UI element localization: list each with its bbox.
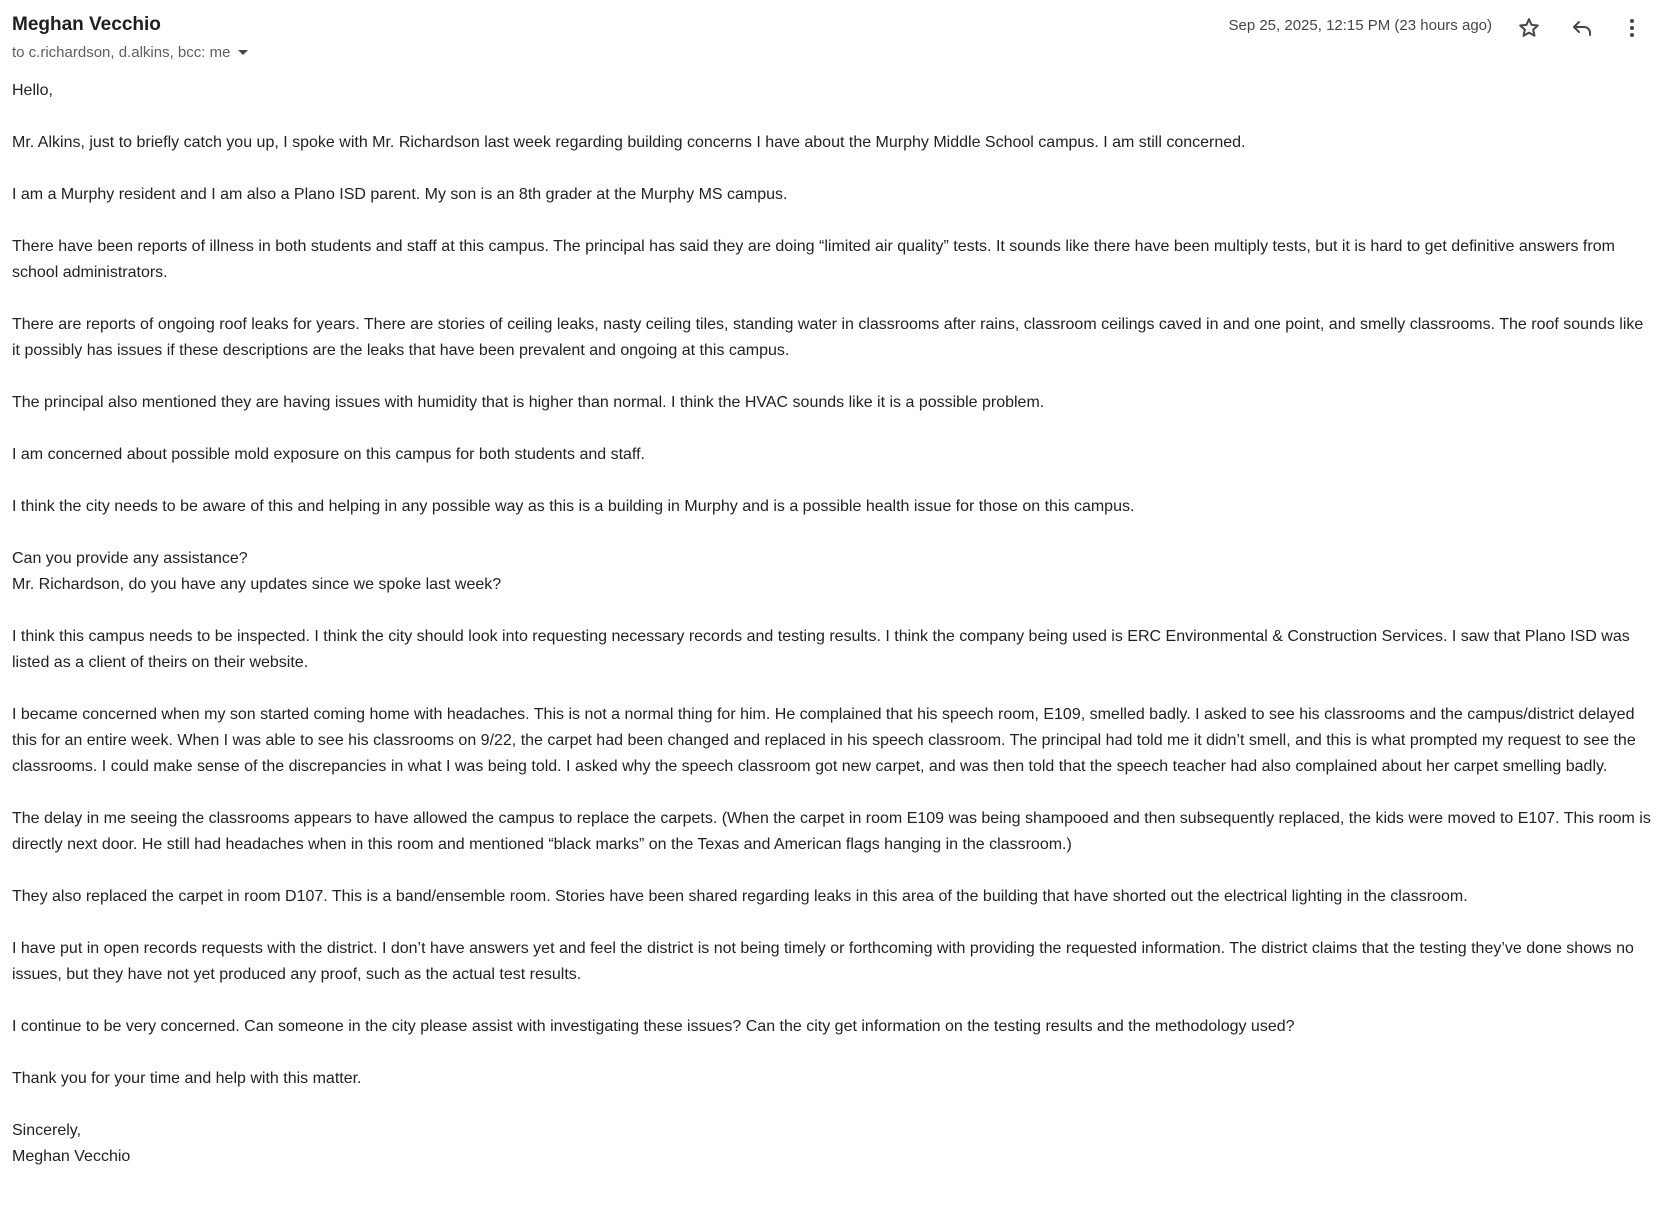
body-paragraph: I am a Murphy resident and I am also a Plano ISD parent. My son is an 8th grader at the Murphy MS campus.: [12, 186, 788, 203]
email-body: [12, 78, 1652, 1170]
body-paragraph: Mr. Alkins, just to briefly catch you up, I spoke with Mr. Richardson last week regarding building concerns I have about the Murphy Middle School campus. I am still concerned.: [12, 134, 1246, 151]
greeting: Hello,: [12, 82, 53, 99]
body-paragraph: I continue to be very concerned. Can someone in the city please assist with investigating these issues? Can the city get information on the testing results and the methodology used?: [12, 1018, 1295, 1035]
body-paragraph: There have been reports of illness in both students and staff at this campus. The principal has said they are doing “limited air quality” tests. It sounds like there have been multiply tests, but it is hard to get definitive answers from school administrators.: [12, 238, 1615, 281]
more-options-button[interactable]: [1616, 12, 1648, 44]
body-paragraph: Can you provide any assistance?: [12, 550, 248, 567]
body-paragraph: The delay in me seeing the classrooms appears to have allowed the campus to replace the carpets. (When the carpet in room E109 was being shampooed and then subsequently replaced, the kids were moved to E107. This room is directly next door. He still had headaches when in this room and mentioned “black marks” on the Texas and American flags hanging in the classroom.): [12, 810, 1651, 853]
body-paragraph: I became concerned when my son started coming home with headaches. This is not a normal thing for him. He complained that his speech room, E109, smelled badly. I asked to see his classrooms and the campus/district delayed this for an entire week. When I was able to see his classrooms on 9/22, the carpet had been changed and replaced in his speech classroom. The principal had told me it didn’t smell, and this is what prompted my request to see the classrooms. I could make sense of the discrepancies in what I was being told. I asked why the speech classroom got new carpet, and was then told that the speech teacher had also complained about her carpet smelling badly.: [12, 706, 1636, 775]
sender-name[interactable]: Meghan Vecchio: [12, 14, 161, 35]
body-paragraph: They also replaced the carpet in room D107. This is a band/ensemble room. Stories have been shared regarding leaks in this area of the building that have shorted out the electrical lighting in the classroom.: [12, 888, 1468, 905]
recipients-text: to c.richardson, d.alkins, bcc: me: [12, 44, 231, 61]
body-paragraph: There are reports of ongoing roof leaks for years. There are stories of ceiling leaks, nasty ceiling tiles, standing water in classrooms after rains, classroom ceilings caved in and one point, and smelly classrooms. The roof sounds like it possibly has issues if these descriptions are the leaks that have been prevalent and ongoing at this campus.: [12, 316, 1644, 359]
body-paragraph: I think the city needs to be aware of this and helping in any possible way as this is a building in Murphy and is a possible health issue for those on this campus.: [12, 498, 1135, 515]
email-header: [0, 0, 1658, 72]
recipients-line[interactable]: [12, 44, 248, 61]
body-paragraph: I am concerned about possible mold exposure on this campus for both students and staff.: [12, 446, 645, 463]
body-paragraph: I have put in open records requests with the district. I don’t have answers yet and feel the district is not being timely or forthcoming with providing the requested information. The district claims that the testing they’ve done shows no issues, but they have not yet produced any proof, such as the actual test results.: [12, 940, 1634, 983]
reply-button[interactable]: [1566, 12, 1598, 44]
caret-down-icon[interactable]: [238, 50, 248, 55]
signature: Meghan Vecchio: [12, 1148, 131, 1165]
email-timestamp: Sep 25, 2025, 12:15 PM (23 hours ago): [1228, 17, 1492, 34]
star-outline-icon: [1517, 16, 1541, 40]
vertical-dots-icon: [1620, 16, 1644, 40]
closing: Sincerely,: [12, 1122, 82, 1139]
reply-arrow-icon: [1570, 16, 1594, 40]
body-paragraph: Thank you for your time and help with this matter.: [12, 1070, 362, 1087]
body-paragraph: Mr. Richardson, do you have any updates since we spoke last week?: [12, 576, 502, 593]
body-paragraph: I think this campus needs to be inspected. I think the city should look into requesting necessary records and testing results. I think the company being used is ERC Environmental & Construction Services. I saw that Plano ISD was listed as a client of theirs on their website.: [12, 628, 1630, 671]
star-button[interactable]: [1513, 12, 1545, 44]
body-paragraph: The principal also mentioned they are having issues with humidity that is higher than normal. I think the HVAC sounds like it is a possible problem.: [12, 394, 1045, 411]
